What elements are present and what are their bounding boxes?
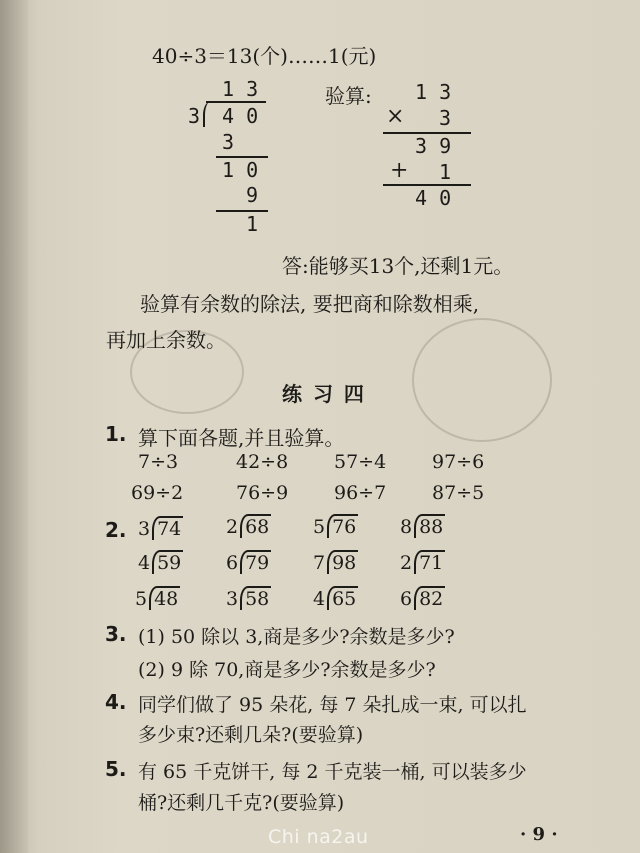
q2-item: 5 76 xyxy=(313,516,357,538)
rule-line1: 验算有余数的除法, 要把商和除数相乘, xyxy=(140,292,480,316)
check-product: 3 9 xyxy=(415,134,452,158)
check-factor-a: 1 3 xyxy=(415,80,452,104)
q2-number: 2. xyxy=(105,518,127,542)
check-label: 验算: xyxy=(325,84,372,108)
ld-remainder: 1 xyxy=(246,212,259,236)
book-spine xyxy=(0,0,28,853)
answer-line: 答:能够买13个,还剩1元。 xyxy=(282,254,514,278)
q3-line1: (1) 50 除以 3,商是多少?余数是多少? xyxy=(138,626,455,648)
page-number: · 9 · xyxy=(520,824,558,845)
ld-bracket xyxy=(203,101,215,127)
check-factor-b: 3 xyxy=(439,106,452,130)
q2-item: 8 88 xyxy=(400,516,444,538)
ld-divisor: 3 xyxy=(188,104,201,128)
check-addend: 1 xyxy=(439,160,452,184)
q1-item: 96÷7 xyxy=(334,482,387,504)
watermark-text: Chi na2au xyxy=(268,826,369,848)
q1-item: 87÷5 xyxy=(432,482,485,504)
q1-item: 42÷8 xyxy=(236,451,289,473)
division-equation: 40÷3＝13(个)……1(元) xyxy=(152,44,377,68)
ld-quotient: 1 3 xyxy=(222,77,259,101)
ld-step3: 9 xyxy=(246,183,259,207)
q2-item: 3 58 xyxy=(226,588,270,610)
rule-line2: 再加上余数。 xyxy=(106,328,226,352)
q2-item: 4 59 xyxy=(138,552,182,574)
q4-line2: 多少束?还剩几朵?(要验算) xyxy=(138,724,364,746)
q2-item: 2 68 xyxy=(226,516,270,538)
check-sum: 4 0 xyxy=(415,186,452,210)
ld-dividend: 4 0 xyxy=(222,104,259,128)
q2-item: 7 98 xyxy=(313,552,357,574)
ld-step2: 1 0 xyxy=(222,158,259,182)
ld-step1: 3 xyxy=(222,130,235,154)
q2-item: 2 71 xyxy=(400,552,444,574)
q3-number: 3. xyxy=(105,622,127,646)
q1-item: 97÷6 xyxy=(432,451,485,473)
q4-number: 4. xyxy=(105,690,127,714)
bleed-stamp xyxy=(412,318,552,442)
q4-line1: 同学们做了 95 朵花, 每 7 朵扎成一束, 可以扎 xyxy=(138,694,527,716)
plus-sign: + xyxy=(390,158,409,183)
ld-line2 xyxy=(216,210,268,212)
q2-item: 5 48 xyxy=(135,588,179,610)
ld-bar xyxy=(206,101,266,103)
exercise-title: 练 习 四 xyxy=(282,382,366,406)
q1-item: 69÷2 xyxy=(131,482,184,504)
q2-item: 4 65 xyxy=(313,588,357,610)
q3-line2: (2) 9 除 70,商是多少?余数是多少? xyxy=(138,659,436,681)
q2-item: 3 74 xyxy=(138,518,182,540)
q2-item: 6 79 xyxy=(226,552,270,574)
q1-text: 算下面各题,并且验算。 xyxy=(138,426,345,450)
q5-number: 5. xyxy=(105,757,127,781)
q5-line1: 有 65 千克饼干, 每 2 千克装一桶, 可以装多少 xyxy=(138,761,527,783)
q5-line2: 桶?还剩几千克?(要验算) xyxy=(138,792,345,814)
q1-item: 7÷3 xyxy=(138,451,179,473)
q1-item: 57÷4 xyxy=(334,451,387,473)
times-sign: × xyxy=(386,104,405,129)
q1-number: 1. xyxy=(105,422,127,446)
q1-item: 76÷9 xyxy=(236,482,289,504)
q2-item: 6 82 xyxy=(400,588,444,610)
